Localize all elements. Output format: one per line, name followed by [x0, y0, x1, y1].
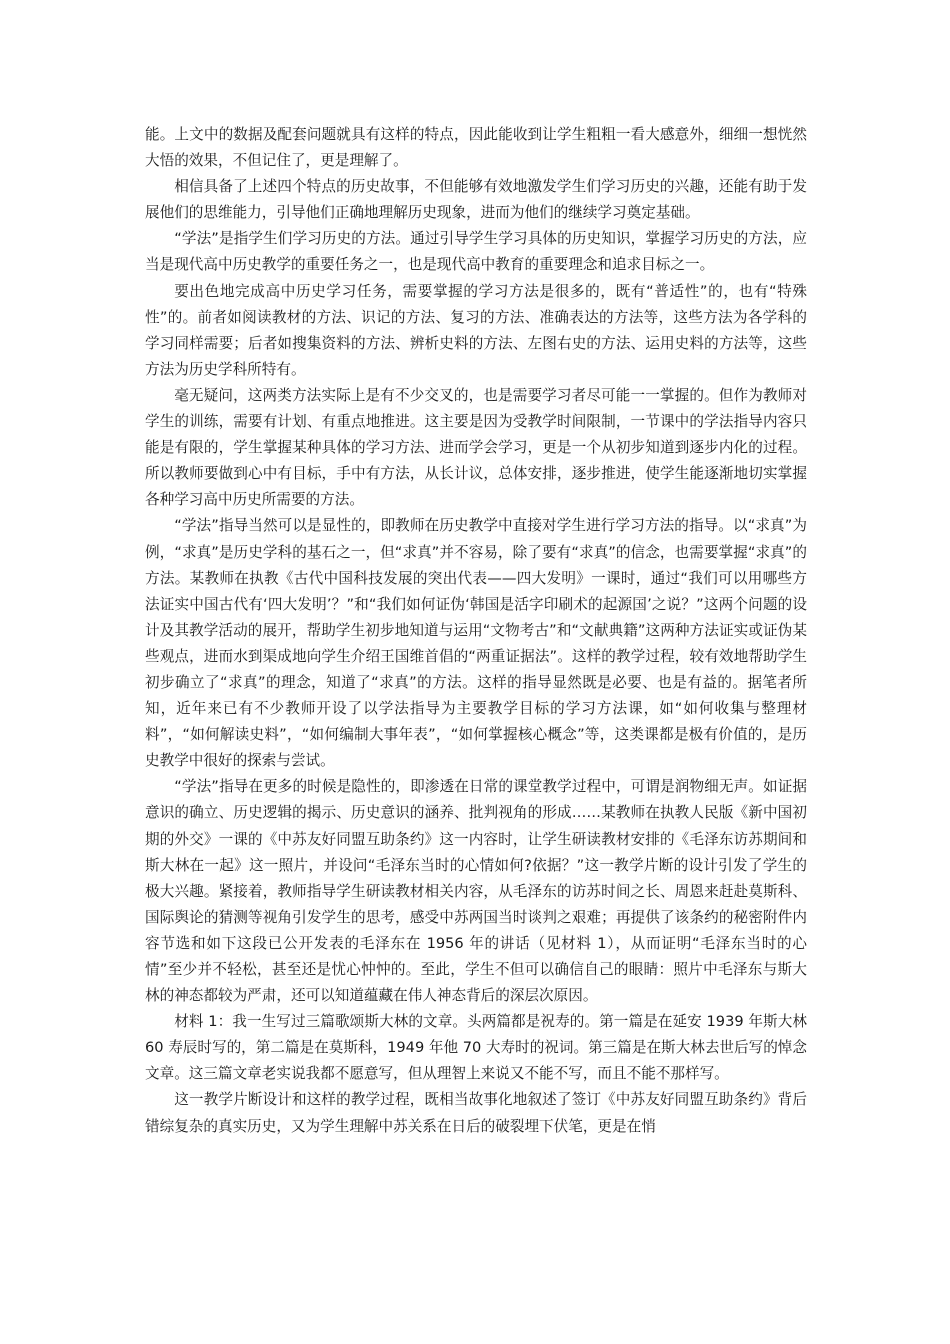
paragraph-2: 相信具备了上述四个特点的历史故事，不但能够有效地激发学生们学习历史的兴趣，还能有助于发展他们的思维能力，引导他们正确地理解历史现象，进而为他们的继续学习奠定基础。 [145, 178, 807, 222]
document-body [145, 122, 807, 1140]
paragraph-1: 能。上文中的数据及配套问题就具有这样的特点，因此能收到让学生粗粗一看大感意外，细细一想恍然大悟的效果，不但记住了，更是理解了。 [145, 126, 807, 170]
paragraph-3: “学法”是指学生们学习历史的方法。通过引导学生学习具体的历史知识，掌握学习历史的方法，应当是现代高中历史教学的重要任务之一，也是现代高中教育的重要理念和追求目标之一。 [145, 230, 807, 274]
paragraph-7: “学法”指导在更多的时候是隐性的，即渗透在日常的课堂教学过程中，可谓是润物细无声。如证据意识的确立、历史逻辑的揭示、历史意识的涵养、批判视角的形成……某教师在执教人民版《新中国初期的外交》一课的《中苏友好同盟互助条约》这一内容时，让学生研读教材安排的《毛泽东访苏期间和斯大林在一起》这一照片，并设问“毛泽东当时的心情如何?依据？”这一教学片断的设计引发了学生的极大兴趣。紧接着，教师指导学生研读教材相关内容，从毛泽东的访苏时间之长、周恩来赶赴莫斯科、国际舆论的猜测等视角引发学生的思考，感受中苏两国当时谈判之艰难；再提供了该条约的秘密附件内容节选和如下这段已公开发表的毛泽东在 1956 年的讲话（见材料 1），从而证明“毛泽东当时的心情”至少并不轻松，甚至还是忧心忡忡的。至此，学生不但可以确信自己的眼睛：照片中毛泽东与斯大林的神态都较为严肃，还可以知道蕴藏在伟人神态背后的深层次原因。 [145, 778, 807, 1005]
paragraph-4: 要出色地完成高中历史学习任务，需要掌握的学习方法是很多的，既有“普适性”的，也有“特殊性”的。前者如阅读教材的方法、识记的方法、复习的方法、准确表达的方法等，这些方法为各学科的学习同样需要；后者如搜集资料的方法、辨析史料的方法、左图右史的方法、运用史料的方法等，这些方法为历史学科所特有。 [145, 282, 807, 378]
paragraph-material-1: 材料 1：我一生写过三篇歌颂斯大林的文章。头两篇都是祝寿的。第一篇是在延安 1939 年斯大林 60 寿辰时写的，第二篇是在莫斯科，1949 年他 70 大寿时的祝词。第三篇是在斯大林去世后写的悼念文章。这三篇文章老实说我都不愿意写，但从理智上来说又不能不写，而且不能不那样写。 [145, 1013, 807, 1083]
paragraph-6: “学法”指导当然可以是显性的，即教师在历史教学中直接对学生进行学习方法的指导。以“求真”为例，“求真”是历史学科的基石之一，但“求真”并不容易，除了要有“求真”的信念，也需要掌握“求真”的方法。某教师在执教《古代中国科技发展的突出代表——四大发明》一课时，通过“我们可以用哪些方法证实中国古代有‘四大发明’？”和“我们如何证伪‘韩国是活字印刷术的起源国’之说？”这两个问题的设计及其教学活动的展开，帮助学生初步地知道与运用“文物考古”和“文献典籍”这两种方法证实或证伪某些观点，进而水到渠成地向学生介绍王国维首倡的“两重证据法”。这样的教学过程，较有效地帮助学生初步确立了“求真”的理念，知道了“求真”的方法。这样的指导显然既是必要、也是有益的。据笔者所知，近年来已有不少教师开设了以学法指导为主要教学目标的学习方法课，如“如何收集与整理材料”，“如何解读史料”，“如何编制大事年表”，“如何掌握核心概念”等，这类课都是极有价值的，是历史教学中很好的探索与尝试。 [145, 517, 807, 770]
paragraph-5: 毫无疑问，这两类方法实际上是有不少交叉的，也是需要学习者尽可能一一掌握的。但作为教师对学生的训练，需要有计划、有重点地推进。这主要是因为受教学时间限制，一节课中的学法指导内容只能是有限的，学生掌握某种具体的学习方法、进而学会学习，更是一个从初步知道到逐步内化的过程。所以教师要做到心中有目标，手中有方法，从长计议，总体安排，逐步推进，使学生能逐渐地切实掌握各种学习高中历史所需要的方法。 [145, 386, 807, 509]
paragraph-9: 这一教学片断设计和这样的教学过程，既相当故事化地叙述了签订《中苏友好同盟互助条约》背后错综复杂的真实历史，又为学生理解中苏关系在日后的破裂埋下伏笔，更是在悄 [145, 1091, 807, 1135]
